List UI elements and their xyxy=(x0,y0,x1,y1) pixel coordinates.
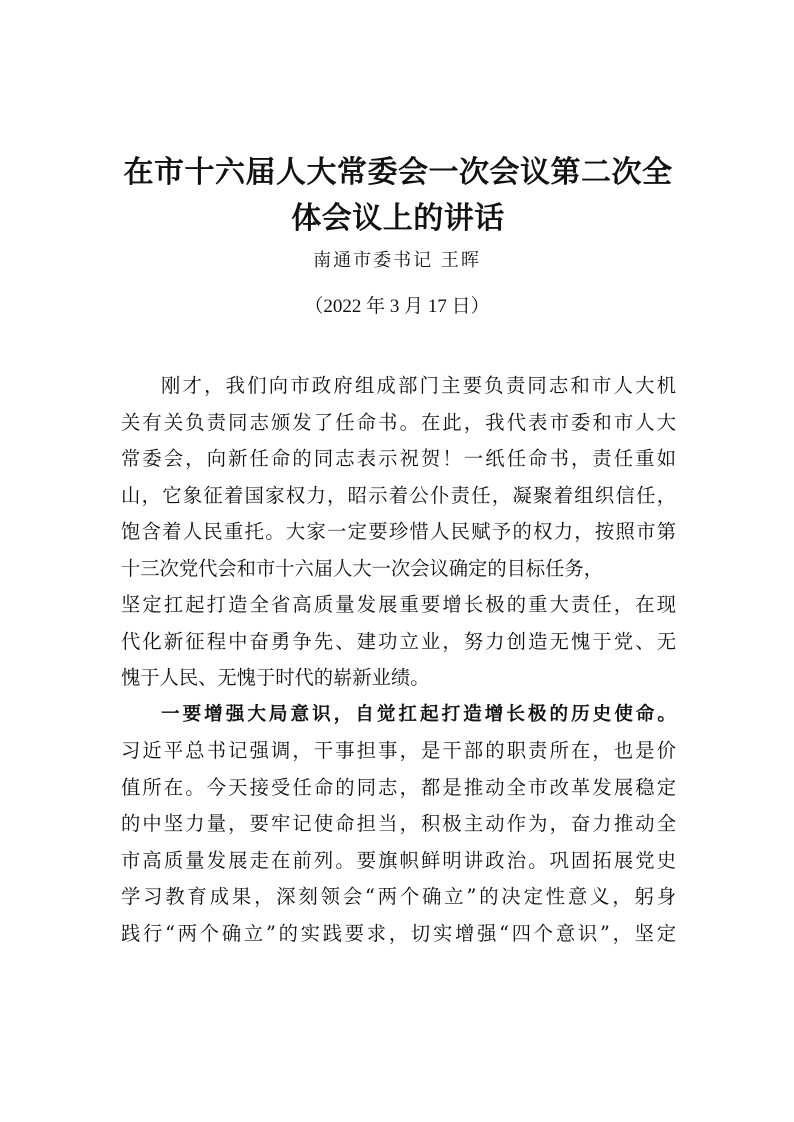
speech-body xyxy=(121,368,676,952)
paragraph-line: 愧于人民、无愧于时代的崭新业绩。 xyxy=(121,666,430,689)
paragraph-line: 践行“两个确立”的实践要求，切实增强“四个意识”，坚定 xyxy=(121,921,676,945)
paragraph-line: 饱含着人民重托。大家一定要珍惜人民赋予的权力，按照市第 xyxy=(121,520,676,543)
section-heading: 一要增强大局意识，自觉扛起打造增长极的历史使命。 xyxy=(161,703,676,725)
paragraph-line: 学习教育成果，深刻领会“两个确立”的决定性意义，躬身 xyxy=(121,885,676,908)
paragraph-line: 代化新征程中奋勇争先、建功立业，努力创造无愧于党、无 xyxy=(121,629,676,653)
paragraph-line: 山，它象征着国家权力，昭示着公仆责任，凝聚着组织信任， xyxy=(121,483,676,507)
paragraph-line: 常委会，向新任命的同志表示祝贺！一纸任命书，责任重如 xyxy=(121,447,676,470)
date-line: （2022 年 3 月 17 日） xyxy=(304,296,490,317)
paragraph-line: 坚定扛起打造全省高质量发展重要增长极的重大责任，在现 xyxy=(121,593,676,616)
paragraph-line: 市高质量发展走在前列。要旗帜鲜明讲政治。巩固拓展党史 xyxy=(121,848,676,872)
paragraph-line: 关有关负责同志颁发了任命书。在此，我代表市委和市人大 xyxy=(121,410,676,434)
title-line: 体会议上的讲话 xyxy=(291,201,505,236)
title-line: 在市十六届人大常委会一次会议第二次全 xyxy=(123,155,673,190)
paragraph-line: 值所在。今天接受任命的同志，都是推动全市改革发展稳定 xyxy=(121,775,676,799)
paragraph-line: 的中坚力量，要牢记使命担当，积极主动作为，奋力推动全 xyxy=(121,812,676,835)
paragraph-line: 刚才，我们向市政府组成部门主要负责同志和市人大机 xyxy=(161,374,676,397)
paragraph-line: 十三次党代会和市十六届人大一次会议确定的目标任务， xyxy=(121,556,604,580)
document-title xyxy=(118,150,678,242)
paragraph-line: 习近平总书记强调，干事担事，是干部的职责所在，也是价 xyxy=(121,739,676,762)
author-line: 南通市委书记 王晖 xyxy=(313,250,481,271)
